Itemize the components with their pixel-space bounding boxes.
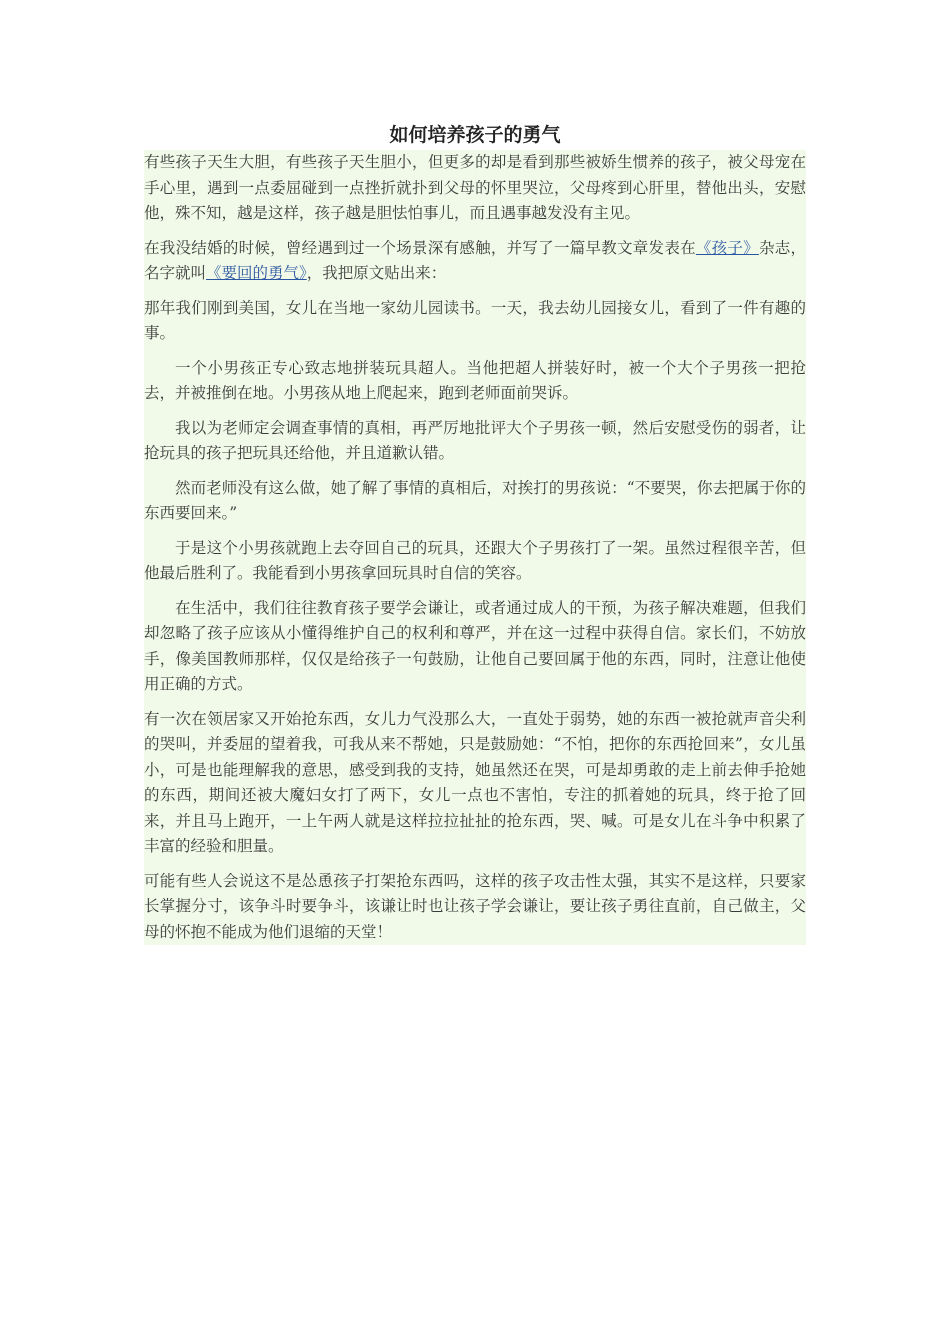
paragraph-conclusion: 可能有些人会说这不是怂恿孩子打架抢东西吗，这样的孩子攻击性太强，其实不是这样，只要家长掌握分寸，该争斗时要争斗，该谦让时也让孩子学会谦让，要让孩子勇往直前，自己做主，父母的怀抱不能成为他们退缩的天堂！ [144,871,806,941]
paragraph-daughter-story: 有一次在领居家又开始抢东西，女儿力气没那么大，一直处于弱势，她的东西一被抢就声音尖利的哭叫，并委屈的望着我，可我从来不帮她，只是鼓励她：“不怕，把你的东西抢回来”，女儿虽小，可是也能理解我的意思，感受到我的支持，她虽然还在哭，可是却勇敢的走上前去伸手抢她的东西，期间还被大魔妇女打了两下，女儿一点也不害怕，专注的抓着她的玩具，终于抢了回来，并且马上跑开，一上午两人就是这样拉拉扯扯的抢东西，哭、喊。可是女儿在斗争中积累了丰富的经验和胆量。 [144,709,806,855]
paragraph-magazine-reference [144,236,806,287]
paragraph-story-reflection: 在生活中，我们往往教育孩子要学会谦让，或者通过成人的干预，为孩子解决难题，但我们却忽略了孩子应该从小懂得维护自己的权利和尊严，并在这一过程中获得自信。家长们，不妨放手，像美国教师那样，仅仅是给孩子一句鼓励，让他自己要回属于他的东西，同时，注意让他使用正确的方式。 [144,598,806,693]
page-title: 如何培养孩子的勇气 [389,124,561,146]
magazine-link[interactable]: 《孩子》 [695,238,759,257]
paragraph-story-1: 一个小男孩正专心致志地拼装玩具超人。当他把超人拼装好时，被一个大个子男孩一把抢去，并被推倒在地。小男孩从地上爬起来，跑到老师面前哭诉。 [144,358,806,402]
paragraph-story-intro: 那年我们刚到美国，女儿在当地一家幼儿园读书。一天，我去幼儿园接女儿，看到了一件有趣的事。 [144,298,806,342]
article-body [144,150,806,945]
paragraph-story-3: 然而老师没有这么做，她了解了事情的真相后，对挨打的男孩说：“不要哭，你去把属于你的东西要回来。” [144,478,806,522]
paragraph-intro: 有些孩子天生大胆，有些孩子天生胆小，但更多的却是看到那些被娇生惯养的孩子，被父母宠在手心里，遇到一点委屈碰到一点挫折就扑到父母的怀里哭泣，父母疼到心肝里，替他出头，安慰他，殊不知，越是这样，孩子越是胆怯怕事儿，而且遇事越发没有主见。 [144,153,806,222]
magazine-reference-text: 在我没结婚的时候，曾经遇到过一个场景深有感触，并写了一篇早教文章发表在 [144,238,696,257]
article-title-link[interactable]: 《要回的勇气》 [206,264,307,282]
paragraph-story-2: 我以为老师定会调查事情的真相，再严厉地批评大个子男孩一顿，然后安慰受伤的弱者，让抢玩具的孩子把玩具还给他，并且道歉认错。 [144,418,806,462]
paragraph-story-4: 于是这个小男孩就跑上去夺回自己的玩具，还跟大个子男孩打了一架。虽然过程很辛苦，但他最后胜利了。我能看到小男孩拿回玩具时自信的笑容。 [144,538,806,582]
magazine-reference-end: ，我把原文贴出来： [306,264,447,282]
magazine-reference-middle: 杂志，名字就叫 [144,238,806,282]
